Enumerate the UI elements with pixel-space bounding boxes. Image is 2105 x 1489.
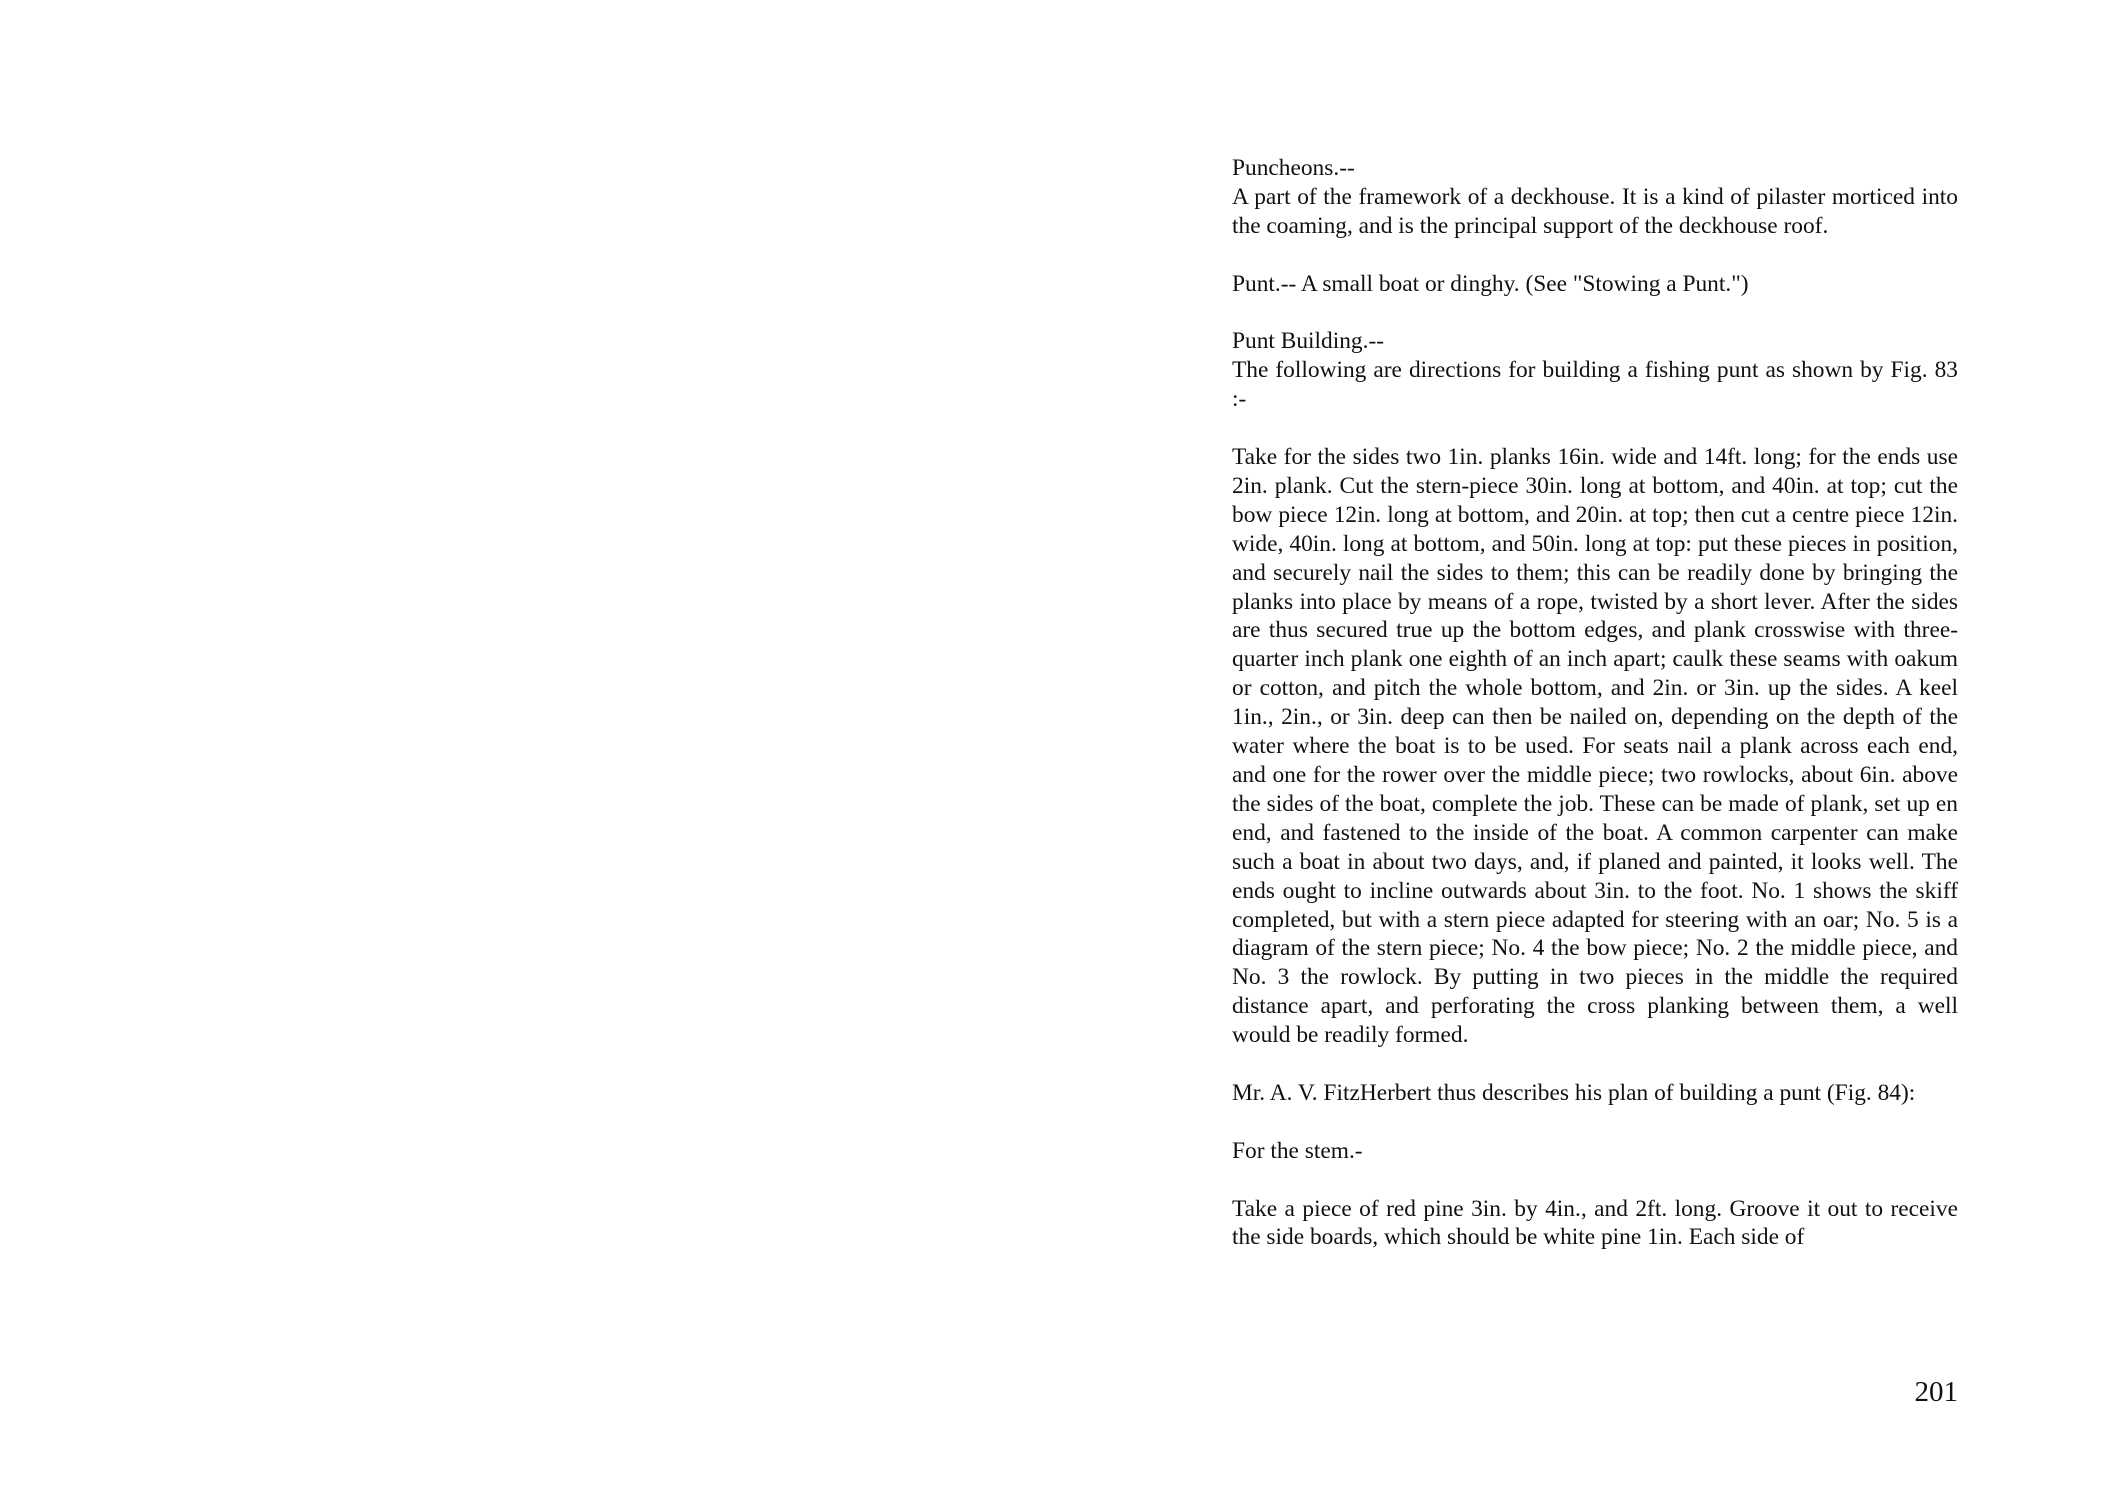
text-column <box>1232 154 1958 1281</box>
entry-intro-punt-building: The following are directions for building a fishing punt as shown by Fig. 83 :- <box>1232 357 1958 413</box>
paragraph-fitzherbert: Mr. A. V. FitzHerbert thus describes his plan of building a punt (Fig. 84): <box>1232 1079 1916 1106</box>
entry-heading-puncheons: Puncheons.-- <box>1232 155 1355 181</box>
paragraph-punt-directions: Take for the sides two 1in. planks 16in. wide and 14ft. long; for the ends use 2in. plank. Cut the stern-piece 30in. long at bottom, and 40in. at top; cut the bow piece 12in. long at bottom, and 20in. at top; then cut a centre piece 12in. wide, 40in. long at bottom, and 50in. long at top: put these pieces in position, and securely nail the sides to them; this can be readily done by bringing the planks into place by means of a rope, twisted by a short lever. After the sides are thus secured true up the bottom edges, and plank crosswise with three-quarter inch plank one eighth of an inch apart; caulk these seams with oakum or cotton, and pitch the whole bottom, and 2in. or 3in. up the sides. A keel 1in., 2in., or 3in. deep can then be nailed on, depending on the depth of the water where the boat is to be used. For seats nail a plank across each end, and one for the rower over the middle piece; two rowlocks, about 6in. above the sides of the boat, complete the job. These can be made of plank, set up en end, and fastened to the inside of the boat. A common carpenter can make such a boat in about two days, and, if planed and painted, it looks well. The ends ought to incline outwards about 3in. to the foot. No. 1 shows the skiff completed, but with a stern piece adapted for steering with an oar; No. 5 is a diagram of the stern piece; No. 4 the bow piece; No. 2 the middle piece, and No. 3 the rowlock. By putting in two pieces in the middle the required distance apart, and perforating the cross planking between them, a well would be readily formed. <box>1232 444 1958 1049</box>
paragraph-stem: Take a piece of red pine 3in. by 4in., and 2ft. long. Groove it out to receive the side boards, which should be white pine 1in. Each side of <box>1232 1195 1958 1251</box>
entry-punt-building <box>1232 327 1958 414</box>
entry-heading-punt-building: Punt Building.-- <box>1232 328 1385 355</box>
entry-punt: Punt.-- A small boat or dinghy. (See "Stowing a Punt.") <box>1232 270 1749 297</box>
heading-stem: For the stem.- <box>1232 1137 1363 1164</box>
entry-body-puncheons: A part of the framework of a deckhouse. It is a kind of pilaster morticed into the coaming, and is the principal support of the deckhouse roof. <box>1232 183 1958 239</box>
page-number: 201 <box>1914 1376 1958 1408</box>
entry-puncheons <box>1232 154 1958 241</box>
